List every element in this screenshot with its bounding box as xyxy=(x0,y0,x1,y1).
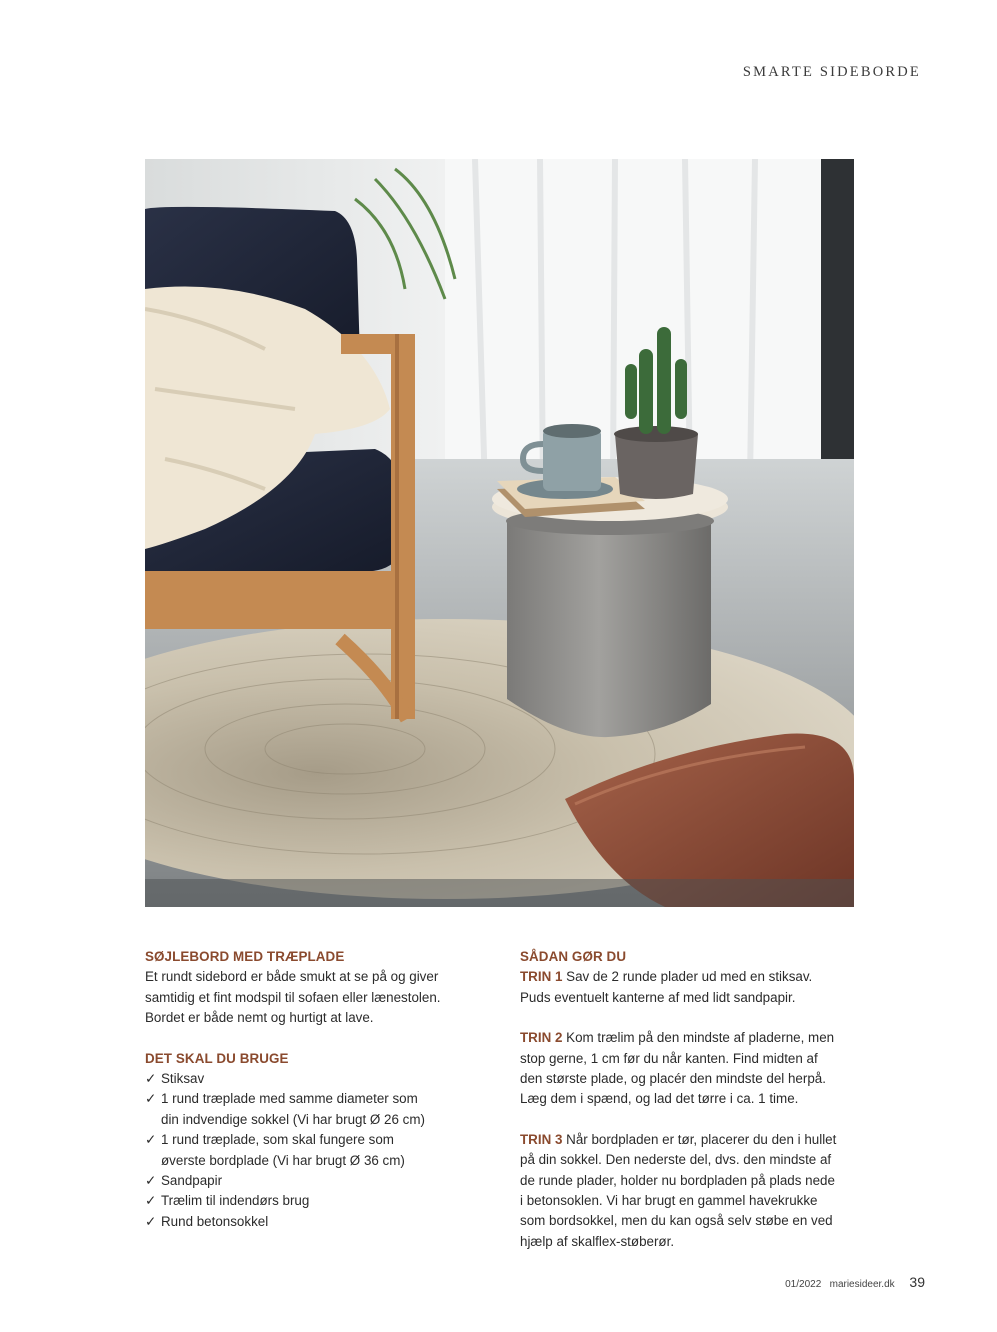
page-number: 39 xyxy=(909,1274,925,1290)
checkmark-icon: ✓ xyxy=(145,1132,157,1148)
checkmark-icon: ✓ xyxy=(145,1193,157,1209)
list-item xyxy=(145,1089,480,1130)
list-item xyxy=(145,1069,480,1089)
item-text: 1 rund træplade med samme diameter som xyxy=(161,1091,418,1107)
step-label: TRIN 3 xyxy=(520,1131,563,1147)
checkmark-icon: ✓ xyxy=(145,1173,157,1189)
list-item xyxy=(145,1212,480,1232)
materials-list xyxy=(145,1069,480,1232)
issue-number: 01/2022 xyxy=(785,1279,822,1290)
intro-text xyxy=(145,967,480,1028)
list-item xyxy=(145,1171,480,1191)
step-line: Sav de 2 runde plader ud med en stiksav. xyxy=(562,969,813,985)
item-text: 1 rund træplade, som skal fungere som xyxy=(161,1132,394,1148)
list-item xyxy=(145,1191,480,1211)
item-text: Trælim til indendørs brug xyxy=(161,1193,310,1209)
interior-photo xyxy=(145,159,854,907)
list-item xyxy=(145,1130,480,1171)
right-column xyxy=(520,947,865,1252)
section-title: SMARTE SIDEBORDE xyxy=(742,64,921,80)
step-line: de runde plader, holder nu bordpladen på plads nede xyxy=(520,1172,835,1188)
checkmark-icon: ✓ xyxy=(145,1091,157,1107)
checkmark-icon: ✓ xyxy=(145,1071,157,1087)
step-line: Kom trælim på den mindste af pladerne, men xyxy=(562,1030,835,1046)
step-1 xyxy=(520,967,865,1008)
step-line: Puds eventuelt kanterne af med lidt sandpapir. xyxy=(520,989,796,1005)
step-line: hjælp af skalflex-støberør. xyxy=(520,1233,675,1249)
step-line: Når bordpladen er tør, placerer du den i hullet xyxy=(562,1131,837,1147)
project-heading: SØJLEBORD MED TRÆPLADE xyxy=(145,949,345,964)
step-line: på din sokkel. Den nederste del, dvs. den mindste af xyxy=(520,1152,832,1168)
step-label: TRIN 2 xyxy=(520,1030,563,1046)
step-line: som bordsokkel, men du kan også selv støbe en ved xyxy=(520,1213,833,1229)
step-line: Læg dem i spænd, og lad det tørre i ca. 1 time. xyxy=(520,1091,799,1107)
intro-line: samtidig et fint modspil til sofaen eller lænestolen. xyxy=(145,989,441,1005)
left-column xyxy=(145,947,480,1232)
instructions-heading: SÅDAN GØR DU xyxy=(520,949,627,964)
step-line: stop gerne, 1 cm før du når kanten. Find midten af xyxy=(520,1050,818,1066)
step-line: i betonsoklen. Vi har brugt en gammel havekrukke xyxy=(520,1193,818,1209)
step-2 xyxy=(520,1028,865,1110)
step-label: TRIN 1 xyxy=(520,969,563,985)
item-text: Rund betonsokkel xyxy=(161,1213,269,1229)
website: mariesideer.dk xyxy=(829,1279,895,1290)
materials-heading: DET SKAL DU BRUGE xyxy=(145,1050,289,1066)
step-3 xyxy=(520,1130,865,1252)
intro-line: Et rundt sidebord er både smukt at se på og giver xyxy=(145,969,439,985)
intro-line: Bordet er både nemt og hurtigt at lave. xyxy=(145,1010,374,1026)
item-text: Sandpapir xyxy=(161,1173,223,1189)
item-text: Stiksav xyxy=(161,1071,205,1087)
page-footer xyxy=(785,1274,925,1290)
item-text: din indvendige sokkel (Vi har brugt Ø 26 cm) xyxy=(161,1111,425,1127)
checkmark-icon: ✓ xyxy=(145,1213,157,1229)
item-text: øverste bordplade (Vi har brugt Ø 36 cm) xyxy=(161,1152,405,1168)
step-line: den største plade, og placér den mindste del herpå. xyxy=(520,1071,826,1087)
